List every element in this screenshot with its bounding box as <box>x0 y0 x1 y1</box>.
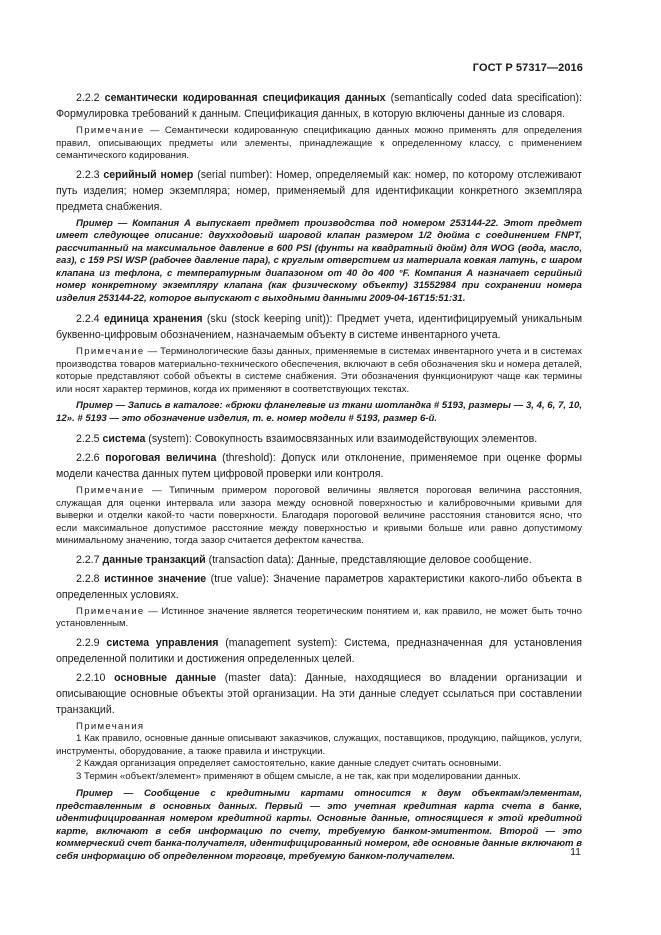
term: истинное значение <box>104 572 207 585</box>
definition-text: (management system): Система, предназначенная для установления определенной политики и достижения определенных целей. <box>56 636 582 665</box>
term: система управления <box>106 636 219 649</box>
clause-number: 2.2.2 <box>76 92 105 104</box>
definition-text: (semantically coded data specification): Формулировка требований к данным. Спецификация данных, в которую включены данные из словаря. <box>56 92 582 120</box>
clause-number: 2.2.5 <box>76 433 103 445</box>
note-label: Примечание <box>76 485 145 496</box>
clause-number: 2.2.9 <box>76 636 107 649</box>
note-item-2: 2 Каждая организация определяет самостоятельно, какие данные следует считать основными. <box>76 758 502 769</box>
definition-2-2-5 <box>56 431 582 447</box>
note-2-2-2 <box>56 125 582 163</box>
term: данные транзакций <box>102 553 206 566</box>
note-item-3: 3 Термин «объект/элемент» применяют в общем смысле, а не так, как при моделировании данных. <box>76 770 521 782</box>
clause-number: 2.2.10 <box>76 671 115 684</box>
page-number: 11 <box>570 846 581 858</box>
clause-number: 2.2.7 <box>76 553 103 566</box>
definition-2-2-2 <box>56 90 582 122</box>
term: единица хранения <box>103 313 203 325</box>
definition-2-2-8 <box>56 571 582 603</box>
clause-number: 2.2.6 <box>76 452 106 464</box>
definition-2-2-9 <box>56 635 582 667</box>
clause-number: 2.2.8 <box>76 572 105 585</box>
term: семантически кодированная спецификация данных <box>104 92 386 104</box>
definition-2-2-7 <box>56 552 582 568</box>
definition-2-2-4 <box>56 311 582 343</box>
note-label: Примечание <box>76 125 145 136</box>
note-item-1: 1 Как правило, основные данные описывают заказчиков, служащих, поставщиков, продукцию, пайщиков, услуги, инструменты, оборудование, а также правила и инструкции. <box>56 733 582 757</box>
definition-text: (threshold): Допуск или отклонение, применяемое при оценке формы модели качества данных путем цифровой проверки или контроля. <box>56 452 582 480</box>
example-2-2-3: Пример — Компания А выпускает предмет производства под номером 253144-22. Этот предмет имеет следующее описание: двухходовый шаровой клапан размером 1/2 дюйма с соединением FNPT, рассчитанный на максимальное давление в 600 PSI (фунты на квадратный дюйм) для WOG (вода, масло, газ), с 159 PSI WSP (рабочее давление пара), с круглым отверстием из материала ковкая латунь, с шаром клапана из тефлона, с температурным диапазоном от 40 до 400 °F. Компания А назначает серийный номер конкретному экземпляру клапана (как физическому объекту) 31552984 при сохранении номера изделия 253144-22, которое выпускают с выходными данными 2009-04-16T15:51:31. <box>56 217 582 304</box>
standard-header: ГОСТ Р 57317—2016 <box>472 62 583 74</box>
definition-text: (true value): Значение параметров характеристики какого-либо объекта в определенных условиях. <box>56 572 582 601</box>
example-2-2-4: Пример — Запись в каталоге: «брюки фланелевые из ткани шотландка # 5193, размеры — 3, 4, 6, 7, 10, 12». # 5193 — это обозначение изделия, т. е. номер модели # 5193, размер 6-й. <box>56 400 582 424</box>
note-text: — Типичным примером пороговой величины является пороговая величина расстояния, служащая для оценки интервала или зазора между основной поверхностью и калибровочными кривыми для выверки и отделки какой-то части поверхности. Благодаря пороговой величине расстояния становится ясно, что если максимальное допустимое расстояние между поверхностью и кривыми больше или равно допустимому минимальному значению, тогда зазор считается дефектом качества. <box>56 485 582 546</box>
definition-text: (transaction data): Данные, представляющие деловое сообщение. <box>205 553 532 566</box>
definition-2-2-6 <box>56 450 582 482</box>
note-2-2-8 <box>56 606 582 631</box>
clause-number: 2.2.3 <box>76 168 104 181</box>
term: система <box>102 433 146 445</box>
clause-number: 2.2.4 <box>76 313 104 325</box>
note-label: Примечание <box>76 346 145 357</box>
note-label: Примечание <box>76 605 145 617</box>
note-2-2-6 <box>56 485 582 548</box>
note-text: — Семантически кодированную спецификацию данных можно применять для определения правил, описывающих предметы или элементы, принадлежащие к определенному классу, с применением семантического кодирования. <box>56 125 582 161</box>
term: пороговая величина <box>105 452 217 464</box>
note-text: — Истинное значение является теоретическим понятием и, как правило, не может быть точно установленным. <box>56 605 582 629</box>
notes-heading: Примечания <box>76 720 145 732</box>
definition-text: (system): Совокупность взаимосвязанных или взаимодействующих элементов. <box>145 433 538 445</box>
term: серийный номер <box>103 168 194 181</box>
term: основные данные <box>114 671 217 684</box>
example-2-2-10: Пример — Сообщение с кредитными картами относится к двум объектам/элементам, представленным в основных данных. Первый — это учетная кредитная карта счета в банке, идентифицированная номером кредитной карты. Основные данные, относящиеся к этой кредитной карте, включают в себя информацию по счету, требуемую банком-эмитентом. Второй — это коммерческий счет банка-получателя, идентифицированный номером, где основные данные включают в себя информацию об определенном торговце, требуемую банком-получателем. <box>56 788 582 862</box>
definition-2-2-3 <box>56 167 582 215</box>
definition-text: (serial number): Номер, определяемый как: номер, по которому отслеживают путь изделия; номер экземпляра; номер, применяемый для идентификации конкретного экземпляра предмета снабжения. <box>56 168 582 213</box>
page-content <box>56 90 582 869</box>
definition-text: (sku (stock keeping unit)): Предмет учета, идентифицируемый уникальным буквенно-цифровым обозначением, назначаемым объекту в системе инвентарного учета. <box>56 313 582 341</box>
note-2-2-4 <box>56 346 582 396</box>
definition-text: (master data): Данные, находящиеся во владении организации и описывающие основные объекты этой организации. На эти данные следует ссылаться при составлении транзакций. <box>56 671 582 716</box>
definition-2-2-10 <box>56 670 582 718</box>
note-text: — Терминологические базы данных, применяемые в системах инвентарного учета и в системах производства товаров материально-технического обеспечения, включают в себя обозначения sku и номера деталей, которые представляют собой объекты в системе снабжения. Эти обозначения функционируют чаще как термины или носят характер терминов, когда их применяют в соответствующих текстах. <box>56 346 582 395</box>
